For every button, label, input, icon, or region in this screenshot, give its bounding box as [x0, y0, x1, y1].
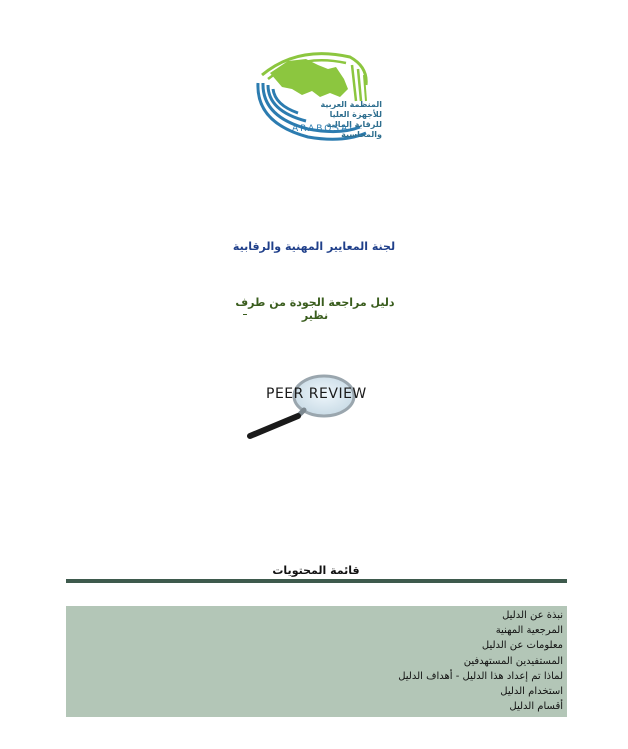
toc-item[interactable]: استخدام الدليل — [500, 686, 563, 698]
toc-item[interactable]: المرجعية المهنية — [495, 625, 563, 637]
toc-item[interactable]: نبذة عن الدليل — [502, 610, 563, 621]
toc-item[interactable]: أقسام الدليل — [509, 701, 563, 713]
peer-review-text: PEER REVIEW — [266, 386, 367, 402]
guide-title: دليل مراجعة الجودة من طرف نظير — [235, 296, 395, 322]
guide-title-mark — [243, 314, 247, 315]
logo-line-1: المنظمة العربية للأجهزة العليا — [320, 100, 382, 119]
toc-item[interactable]: لماذا تم إعداد هذا الدليل - أهداف الدليل — [398, 670, 563, 682]
toc-box — [66, 606, 567, 717]
logo-latin-text: ARABOSAI — [292, 124, 354, 134]
committee-title: لجنة المعايير المهنية والرقابية — [232, 240, 396, 253]
logo-arabic-text — [300, 100, 382, 140]
magnifier-icon — [240, 370, 400, 445]
logo-line-2: للرقابة المالية والمحاسبة — [326, 120, 382, 139]
toc-item[interactable]: معلومات عن الدليل — [481, 640, 563, 652]
toc-divider — [66, 579, 567, 583]
toc-list — [398, 608, 563, 714]
toc-title: قائمة المحتويات — [272, 564, 360, 577]
toc-item[interactable]: المستفيدين المستهدفين — [463, 655, 563, 667]
